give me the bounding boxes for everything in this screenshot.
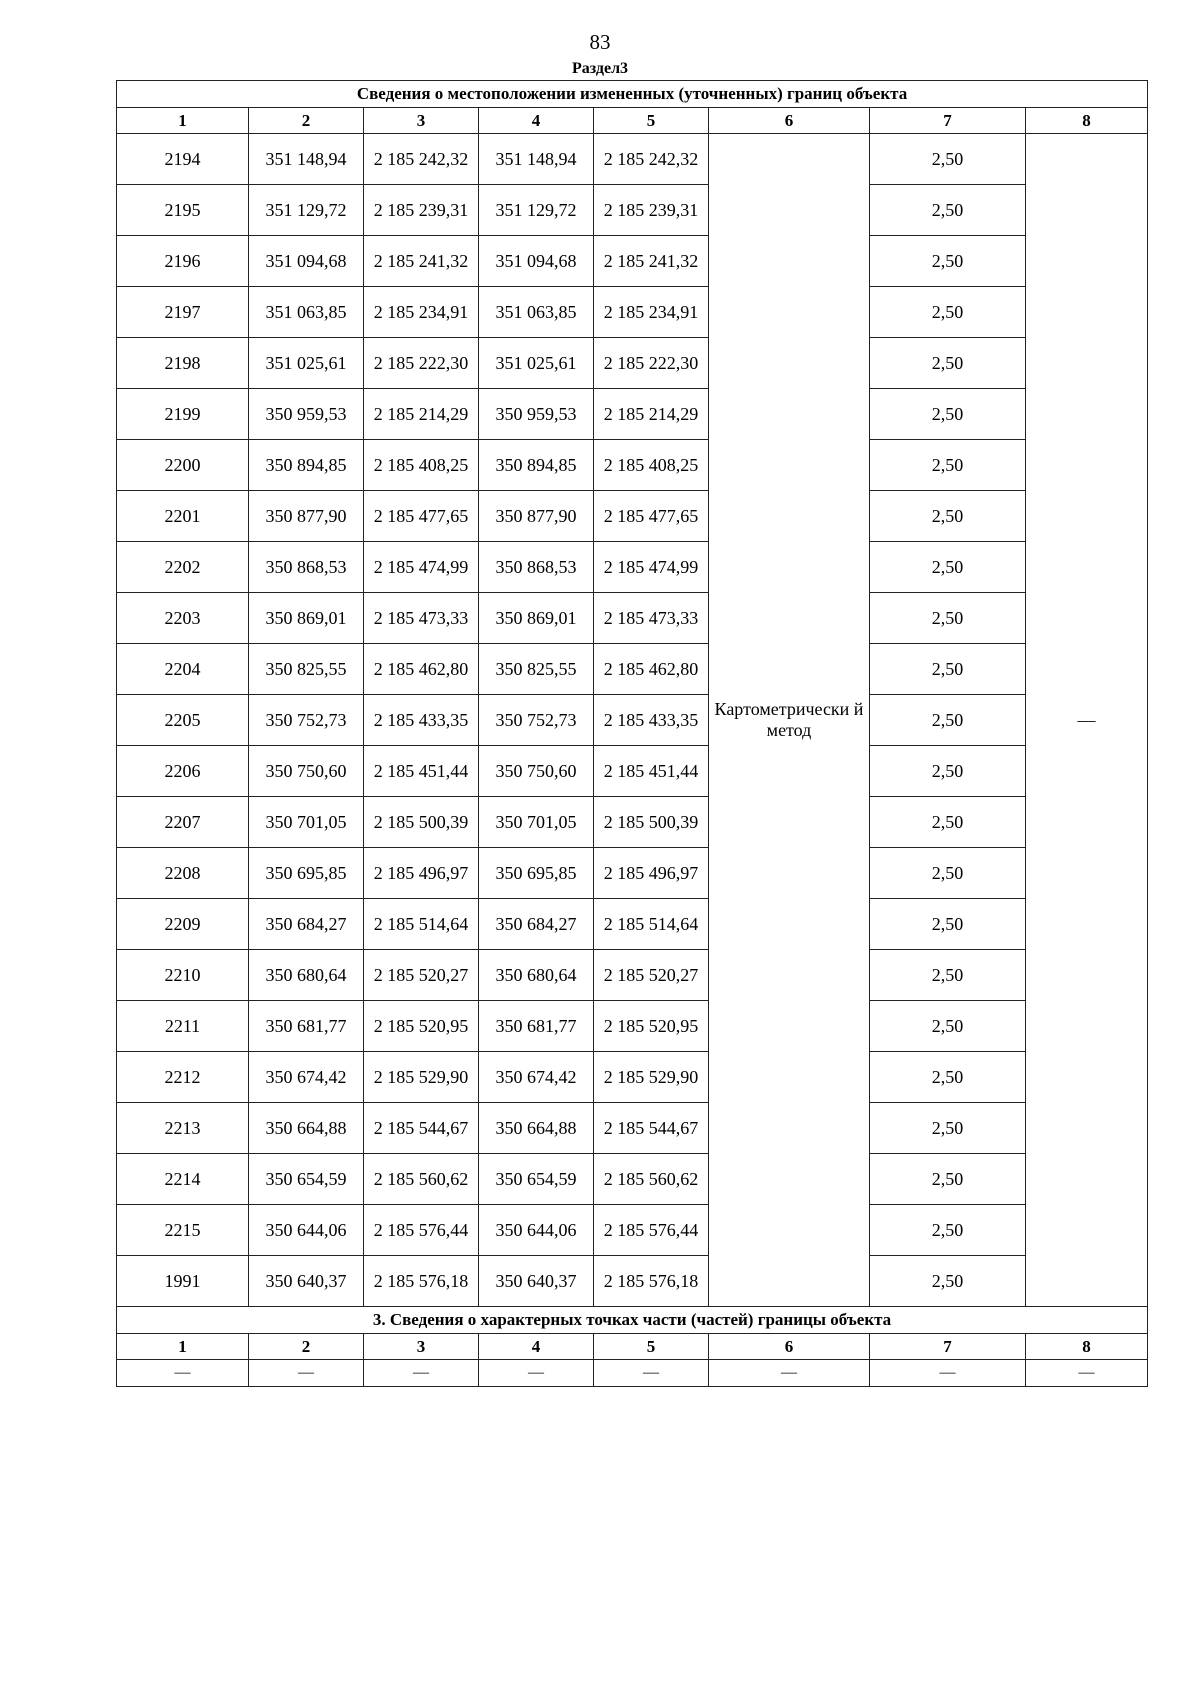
y-coordinate-cell: 2 185 520,27 xyxy=(594,950,709,1001)
x-coordinate-cell: 350 681,77 xyxy=(249,1001,364,1052)
point-number-cell: 2215 xyxy=(117,1205,249,1256)
accuracy-cell: 2,50 xyxy=(870,134,1026,185)
x-coordinate-cell: 350 681,77 xyxy=(479,1001,594,1052)
point-number-cell: 2196 xyxy=(117,236,249,287)
point-number-cell: 2197 xyxy=(117,287,249,338)
table-row xyxy=(117,491,1148,542)
y-coordinate-cell: 2 185 462,80 xyxy=(594,644,709,695)
empty-cell: — xyxy=(479,1360,594,1387)
y-coordinate-cell: 2 185 576,44 xyxy=(594,1205,709,1256)
table-row xyxy=(117,185,1148,236)
x-coordinate-cell: 350 701,05 xyxy=(479,797,594,848)
column-number-cell: 7 xyxy=(870,108,1026,134)
point-number-cell: 2203 xyxy=(117,593,249,644)
table-row xyxy=(117,1103,1148,1154)
column-number-cell: 8 xyxy=(1026,1334,1148,1360)
y-coordinate-cell: 2 185 544,67 xyxy=(594,1103,709,1154)
table-row xyxy=(117,134,1148,185)
y-coordinate-cell: 2 185 520,95 xyxy=(364,1001,479,1052)
section-title: Раздел3 xyxy=(571,60,629,77)
y-coordinate-cell: 2 185 234,91 xyxy=(364,287,479,338)
table-row xyxy=(117,1001,1148,1052)
table-row xyxy=(117,1205,1148,1256)
accuracy-cell: 2,50 xyxy=(870,797,1026,848)
y-coordinate-cell: 2 185 576,18 xyxy=(594,1256,709,1307)
y-coordinate-cell: 2 185 433,35 xyxy=(364,695,479,746)
column-number-cell: 8 xyxy=(1026,108,1148,134)
table-row xyxy=(117,746,1148,797)
y-coordinate-cell: 2 185 239,31 xyxy=(364,185,479,236)
table-row xyxy=(117,287,1148,338)
y-coordinate-cell: 2 185 408,25 xyxy=(364,440,479,491)
table-row xyxy=(117,797,1148,848)
y-coordinate-cell: 2 185 242,32 xyxy=(594,134,709,185)
x-coordinate-cell: 350 680,64 xyxy=(249,950,364,1001)
y-coordinate-cell: 2 185 473,33 xyxy=(594,593,709,644)
point-number-cell: 2214 xyxy=(117,1154,249,1205)
column-number-cell: 1 xyxy=(117,108,249,134)
table-row xyxy=(117,389,1148,440)
x-coordinate-cell: 350 825,55 xyxy=(479,644,594,695)
accuracy-cell: 2,50 xyxy=(870,950,1026,1001)
y-coordinate-cell: 2 185 474,99 xyxy=(364,542,479,593)
x-coordinate-cell: 350 869,01 xyxy=(479,593,594,644)
x-coordinate-cell: 351 063,85 xyxy=(249,287,364,338)
point-number-cell: 2199 xyxy=(117,389,249,440)
table-row xyxy=(117,440,1148,491)
y-coordinate-cell: 2 185 477,65 xyxy=(594,491,709,542)
point-number-cell: 2206 xyxy=(117,746,249,797)
y-coordinate-cell: 2 185 214,29 xyxy=(594,389,709,440)
table-row xyxy=(117,695,1148,746)
x-coordinate-cell: 350 894,85 xyxy=(249,440,364,491)
table2-caption-row xyxy=(117,1307,1148,1334)
x-coordinate-cell: 351 094,68 xyxy=(249,236,364,287)
table-row xyxy=(117,593,1148,644)
x-coordinate-cell: 350 750,60 xyxy=(249,746,364,797)
x-coordinate-cell: 350 869,01 xyxy=(249,593,364,644)
y-coordinate-cell: 2 185 560,62 xyxy=(594,1154,709,1205)
table1-caption: Сведения о местоположении измененных (уточненных) границ объекта xyxy=(117,81,1148,108)
x-coordinate-cell: 350 877,90 xyxy=(249,491,364,542)
y-coordinate-cell: 2 185 520,95 xyxy=(594,1001,709,1052)
x-coordinate-cell: 350 894,85 xyxy=(479,440,594,491)
point-number-cell: 1991 xyxy=(117,1256,249,1307)
x-coordinate-cell: 350 644,06 xyxy=(479,1205,594,1256)
empty-cell: — xyxy=(117,1360,249,1387)
y-coordinate-cell: 2 185 529,90 xyxy=(364,1052,479,1103)
x-coordinate-cell: 351 129,72 xyxy=(249,185,364,236)
table2-empty-row xyxy=(117,1360,1148,1387)
y-coordinate-cell: 2 185 408,25 xyxy=(594,440,709,491)
x-coordinate-cell: 350 664,88 xyxy=(249,1103,364,1154)
accuracy-cell: 2,50 xyxy=(870,185,1026,236)
x-coordinate-cell: 351 129,72 xyxy=(479,185,594,236)
accuracy-cell: 2,50 xyxy=(870,1103,1026,1154)
accuracy-cell: 2,50 xyxy=(870,1205,1026,1256)
point-number-cell: 2208 xyxy=(117,848,249,899)
x-coordinate-cell: 350 664,88 xyxy=(479,1103,594,1154)
x-coordinate-cell: 351 025,61 xyxy=(249,338,364,389)
column-number-cell: 3 xyxy=(364,108,479,134)
y-coordinate-cell: 2 185 576,44 xyxy=(364,1205,479,1256)
y-coordinate-cell: 2 185 514,64 xyxy=(594,899,709,950)
accuracy-cell: 2,50 xyxy=(870,1052,1026,1103)
column-number-cell: 1 xyxy=(117,1334,249,1360)
coordinates-table xyxy=(116,80,1148,1387)
x-coordinate-cell: 350 640,37 xyxy=(479,1256,594,1307)
point-number-cell: 2205 xyxy=(117,695,249,746)
point-number-cell: 2198 xyxy=(117,338,249,389)
x-coordinate-cell: 350 684,27 xyxy=(479,899,594,950)
table-row xyxy=(117,1256,1148,1307)
empty-cell: — xyxy=(1026,1360,1148,1387)
page-number: 83 xyxy=(589,30,611,54)
table-row xyxy=(117,338,1148,389)
y-coordinate-cell: 2 185 241,32 xyxy=(364,236,479,287)
x-coordinate-cell: 350 680,64 xyxy=(479,950,594,1001)
x-coordinate-cell: 350 654,59 xyxy=(249,1154,364,1205)
y-coordinate-cell: 2 185 500,39 xyxy=(594,797,709,848)
table-row xyxy=(117,236,1148,287)
column-number-cell: 6 xyxy=(709,1334,870,1360)
method-cell: Картометрически й метод xyxy=(709,134,870,1307)
y-coordinate-cell: 2 185 474,99 xyxy=(594,542,709,593)
x-coordinate-cell: 350 868,53 xyxy=(249,542,364,593)
x-coordinate-cell: 350 868,53 xyxy=(479,542,594,593)
x-coordinate-cell: 350 752,73 xyxy=(249,695,364,746)
y-coordinate-cell: 2 185 473,33 xyxy=(364,593,479,644)
x-coordinate-cell: 351 063,85 xyxy=(479,287,594,338)
accuracy-cell: 2,50 xyxy=(870,440,1026,491)
accuracy-cell: 2,50 xyxy=(870,1001,1026,1052)
table2-column-numbers xyxy=(117,1334,1148,1360)
y-coordinate-cell: 2 185 239,31 xyxy=(594,185,709,236)
accuracy-cell: 2,50 xyxy=(870,389,1026,440)
column-number-cell: 5 xyxy=(594,1334,709,1360)
x-coordinate-cell: 350 752,73 xyxy=(479,695,594,746)
y-coordinate-cell: 2 185 462,80 xyxy=(364,644,479,695)
empty-cell: — xyxy=(364,1360,479,1387)
point-number-cell: 2194 xyxy=(117,134,249,185)
point-number-cell: 2201 xyxy=(117,491,249,542)
table1-column-numbers xyxy=(117,108,1148,134)
x-coordinate-cell: 350 644,06 xyxy=(249,1205,364,1256)
x-coordinate-cell: 350 959,53 xyxy=(249,389,364,440)
empty-cell: — xyxy=(594,1360,709,1387)
empty-cell: — xyxy=(709,1360,870,1387)
x-coordinate-cell: 350 701,05 xyxy=(249,797,364,848)
table-row xyxy=(117,542,1148,593)
x-coordinate-cell: 350 674,42 xyxy=(479,1052,594,1103)
y-coordinate-cell: 2 185 576,18 xyxy=(364,1256,479,1307)
y-coordinate-cell: 2 185 529,90 xyxy=(594,1052,709,1103)
accuracy-cell: 2,50 xyxy=(870,1256,1026,1307)
accuracy-cell: 2,50 xyxy=(870,236,1026,287)
point-number-cell: 2207 xyxy=(117,797,249,848)
table1-caption-row xyxy=(117,81,1148,108)
column-number-cell: 4 xyxy=(479,1334,594,1360)
point-number-cell: 2200 xyxy=(117,440,249,491)
y-coordinate-cell: 2 185 496,97 xyxy=(364,848,479,899)
y-coordinate-cell: 2 185 451,44 xyxy=(594,746,709,797)
table-row xyxy=(117,899,1148,950)
table-row xyxy=(117,950,1148,1001)
y-coordinate-cell: 2 185 242,32 xyxy=(364,134,479,185)
y-coordinate-cell: 2 185 514,64 xyxy=(364,899,479,950)
x-coordinate-cell: 351 148,94 xyxy=(479,134,594,185)
point-number-cell: 2213 xyxy=(117,1103,249,1154)
table2-caption: 3. Сведения о характерных точках части (частей) границы объекта xyxy=(117,1307,1148,1334)
x-coordinate-cell: 350 640,37 xyxy=(249,1256,364,1307)
x-coordinate-cell: 350 825,55 xyxy=(249,644,364,695)
table-row xyxy=(117,1154,1148,1205)
accuracy-cell: 2,50 xyxy=(870,593,1026,644)
column-number-cell: 5 xyxy=(594,108,709,134)
y-coordinate-cell: 2 185 222,30 xyxy=(364,338,479,389)
accuracy-cell: 2,50 xyxy=(870,746,1026,797)
accuracy-cell: 2,50 xyxy=(870,695,1026,746)
x-coordinate-cell: 351 148,94 xyxy=(249,134,364,185)
point-number-cell: 2209 xyxy=(117,899,249,950)
y-coordinate-cell: 2 185 500,39 xyxy=(364,797,479,848)
x-coordinate-cell: 350 674,42 xyxy=(249,1052,364,1103)
accuracy-cell: 2,50 xyxy=(870,644,1026,695)
column-number-cell: 6 xyxy=(709,108,870,134)
x-coordinate-cell: 351 025,61 xyxy=(479,338,594,389)
column-number-cell: 7 xyxy=(870,1334,1026,1360)
x-coordinate-cell: 351 094,68 xyxy=(479,236,594,287)
x-coordinate-cell: 350 684,27 xyxy=(249,899,364,950)
point-number-cell: 2204 xyxy=(117,644,249,695)
x-coordinate-cell: 350 695,85 xyxy=(249,848,364,899)
accuracy-cell: 2,50 xyxy=(870,848,1026,899)
y-coordinate-cell: 2 185 433,35 xyxy=(594,695,709,746)
y-coordinate-cell: 2 185 560,62 xyxy=(364,1154,479,1205)
x-coordinate-cell: 350 654,59 xyxy=(479,1154,594,1205)
column-number-cell: 4 xyxy=(479,108,594,134)
point-number-cell: 2202 xyxy=(117,542,249,593)
x-coordinate-cell: 350 959,53 xyxy=(479,389,594,440)
y-coordinate-cell: 2 185 241,32 xyxy=(594,236,709,287)
table-row xyxy=(117,848,1148,899)
y-coordinate-cell: 2 185 214,29 xyxy=(364,389,479,440)
accuracy-cell: 2,50 xyxy=(870,338,1026,389)
column-number-cell: 2 xyxy=(249,108,364,134)
y-coordinate-cell: 2 185 477,65 xyxy=(364,491,479,542)
accuracy-cell: 2,50 xyxy=(870,542,1026,593)
point-number-cell: 2212 xyxy=(117,1052,249,1103)
column-number-cell: 3 xyxy=(364,1334,479,1360)
y-coordinate-cell: 2 185 544,67 xyxy=(364,1103,479,1154)
column8-cell: — xyxy=(1026,134,1148,1307)
y-coordinate-cell: 2 185 520,27 xyxy=(364,950,479,1001)
table-row xyxy=(117,644,1148,695)
y-coordinate-cell: 2 185 451,44 xyxy=(364,746,479,797)
point-number-cell: 2195 xyxy=(117,185,249,236)
y-coordinate-cell: 2 185 496,97 xyxy=(594,848,709,899)
accuracy-cell: 2,50 xyxy=(870,491,1026,542)
accuracy-cell: 2,50 xyxy=(870,899,1026,950)
point-number-cell: 2211 xyxy=(117,1001,249,1052)
column-number-cell: 2 xyxy=(249,1334,364,1360)
point-number-cell: 2210 xyxy=(117,950,249,1001)
y-coordinate-cell: 2 185 222,30 xyxy=(594,338,709,389)
y-coordinate-cell: 2 185 234,91 xyxy=(594,287,709,338)
accuracy-cell: 2,50 xyxy=(870,1154,1026,1205)
x-coordinate-cell: 350 750,60 xyxy=(479,746,594,797)
x-coordinate-cell: 350 695,85 xyxy=(479,848,594,899)
x-coordinate-cell: 350 877,90 xyxy=(479,491,594,542)
empty-cell: — xyxy=(249,1360,364,1387)
table-row xyxy=(117,1052,1148,1103)
accuracy-cell: 2,50 xyxy=(870,287,1026,338)
empty-cell: — xyxy=(870,1360,1026,1387)
